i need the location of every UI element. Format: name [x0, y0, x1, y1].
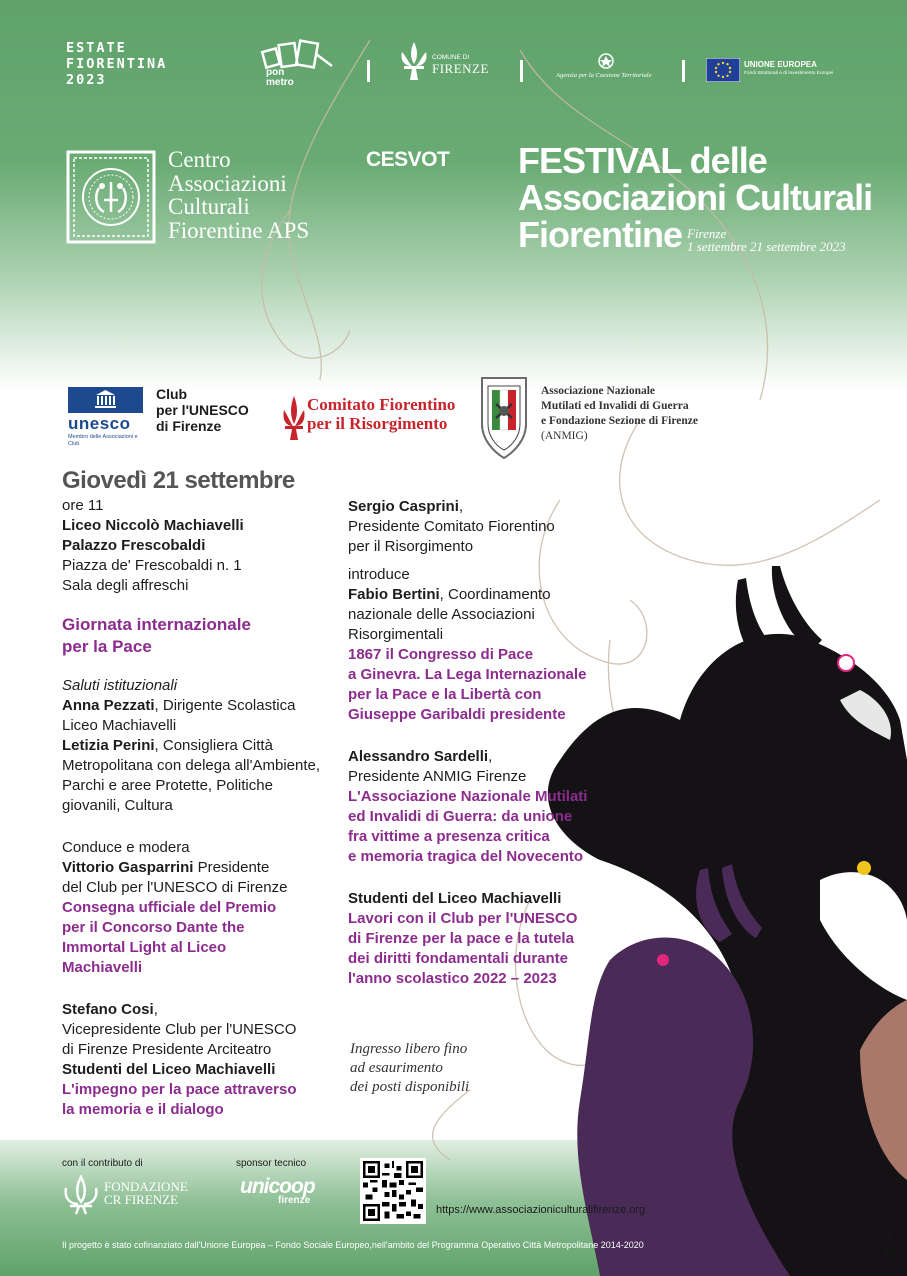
spacer: [62, 596, 332, 614]
program-right-column: [348, 497, 613, 989]
event-address: Piazza de' Frescobaldi n. 1: [62, 557, 242, 574]
event-day: Giovedì 21 settembre: [62, 467, 295, 494]
separator: [520, 60, 523, 82]
spacer: [62, 658, 332, 676]
spacer: [62, 978, 332, 1000]
contributo-label: con il contributo di: [62, 1158, 143, 1169]
anmig-shield-icon: [478, 374, 530, 460]
fondazione-cr-text: FONDAZIONE CR FIRENZE: [104, 1179, 188, 1207]
pon-metro-buildings-icon: [258, 36, 338, 70]
comitato-name: Comitato Fiorentino per il Risorgimento: [307, 395, 456, 433]
funding-credit: Il progetto è stato cofinanziato dall'Unione Europea – Fondo Sociale Europeo,nell'ambito del Programma Operativo Città Metropolitane 2014-2020: [62, 1240, 644, 1250]
spacer: [62, 816, 332, 838]
italian-emblem-icon: [548, 52, 668, 70]
anmig-name: Associazione Nazionale Mutilati ed Invalidi di Guerra e Fondazione Sezione di Firenze (ANMIG): [541, 385, 698, 442]
talk-studenti: L'impegno per la pace attraverso: [62, 1081, 297, 1098]
entry-note: Ingresso libero fino ad esaurimento dei posti disponibili: [350, 1041, 470, 1095]
spacer: [348, 725, 613, 747]
speaker-cosi-role: Vicepresidente Club per l'UNESCO: [62, 1021, 297, 1038]
talk-studenti-2: la memoria e il dialogo: [62, 1101, 224, 1118]
qr-code-icon[interactable]: [360, 1158, 426, 1224]
speaker-casprini-role-2: per il Risorgimento: [348, 538, 474, 555]
talk-bertini-3: per la Pace e la Libertà con: [348, 686, 542, 703]
speaker-pezzati: Anna Pezzati, Dirigente Scolastica: [62, 697, 296, 714]
spacer: [348, 557, 613, 565]
pon-metro-text: pon metro: [266, 67, 294, 88]
festival-dates: Firenze 1 settembre 21 settembre 2023: [687, 226, 846, 254]
talk-bertini-4: Giuseppe Garibaldi presidente: [348, 706, 566, 723]
designer-tag: COUVO grafica.eu: [886, 1218, 892, 1260]
event-venue: Liceo Niccolò Machiavelli: [62, 517, 244, 534]
talk-studenti-right-3: dei diritti fondamentali durante: [348, 950, 569, 967]
speaker-sardelli-role: Presidente ANMIG Firenze: [348, 768, 527, 785]
separator: [682, 60, 685, 82]
talk-bertini-2: a Ginevra. La Lega Internazionale: [348, 666, 587, 683]
speaker-studenti-right: Studenti del Liceo Machiavelli: [348, 890, 562, 907]
speaker-studenti: Studenti del Liceo Machiavelli: [62, 1061, 276, 1078]
speaker-perini: Letizia Perini, Consigliera Città: [62, 737, 273, 754]
talk-sardelli-2: ed Invalidi di Guerra: da unione: [348, 808, 573, 825]
comitato-lily-icon: [282, 394, 306, 440]
sponsor-label: sponsor tecnico: [236, 1158, 307, 1169]
event-title-2: per la Pace: [62, 637, 152, 656]
unicoop-logo: unicoop: [240, 1175, 315, 1198]
talk-studenti-right-4: l'anno scolastico 2022 – 2023: [348, 970, 557, 987]
talk-gasparrini: Consegna ufficiale del Premio: [62, 899, 277, 916]
saluti-label: Saluti istituzionali: [62, 677, 178, 694]
unicoop-sub: firenze: [278, 1195, 311, 1206]
organizer-name: Centro Associazioni Culturali Fiorentine APS: [168, 147, 310, 243]
speaker-cosi: Stefano Cosi,: [62, 1001, 158, 1018]
unione-europea-logo: UNIONE EUROPEA Fondi Strutturali e di Investimento Europei: [706, 58, 856, 82]
pon-metro-logo: [258, 36, 338, 86]
talk-bertini: 1867 il Congresso di Pace: [348, 646, 534, 663]
speaker-perini-role: Metropolitana con delega all'Ambiente,: [62, 757, 321, 774]
speaker-bertini-role-2: Risorgimentali: [348, 626, 444, 643]
florence-lily-icon: [398, 40, 430, 84]
purple-bird-eye: [657, 954, 669, 966]
website-link[interactable]: https://www.associazioniculturalifirenze.org: [436, 1204, 646, 1216]
talk-gasparrini-4: Machiavelli: [62, 959, 143, 976]
separator: [367, 60, 370, 82]
fondazione-cr-lily-icon: [62, 1174, 100, 1216]
event-time: ore 11: [62, 497, 104, 514]
speaker-casprini: Sergio Casprini,: [348, 498, 464, 515]
centro-associazioni-emblem-icon: [66, 150, 156, 244]
talk-gasparrini-3: Immortal Light al Liceo: [62, 939, 227, 956]
event-room: Sala degli affreschi: [62, 577, 189, 594]
eu-flag-icon: [706, 58, 740, 82]
speaker-perini-role-3: giovanili, Cultura: [62, 797, 173, 814]
speaker-gasparrini-role: del Club per l'UNESCO di Firenze: [62, 879, 288, 896]
conduce-label: Conduce e modera: [62, 839, 190, 856]
speaker-cosi-role-2: di Firenze Presidente Arciteatro: [62, 1041, 272, 1058]
cesvot-logo: CESVOT: [366, 148, 450, 171]
speaker-perini-role-2: Parchi e aree Protette, Politiche: [62, 777, 273, 794]
talk-gasparrini-2: per il Concorso Dante the: [62, 919, 245, 936]
festival-title: FESTIVAL delle Associazioni Culturali Fiorentine: [518, 140, 873, 255]
talk-sardelli: L'Associazione Nazionale Mutilati: [348, 788, 588, 805]
speaker-gasparrini: Vittorio Gasparrini Presidente: [62, 859, 270, 876]
black-bird-eye: [838, 655, 854, 671]
event-title: Giornata internazionale: [62, 615, 251, 634]
unesco-wordmark: unesco: [68, 414, 131, 433]
program-left-column: [62, 466, 332, 1120]
yellow-eye: [857, 861, 871, 875]
club-unesco-name: Club per l'UNESCO di Firenze: [156, 386, 249, 434]
speaker-pezzati-role: Liceo Machiavelli: [62, 717, 177, 734]
comune-firenze-logo: COMUNE DI FIRENZE: [398, 40, 498, 84]
talk-sardelli-3: fra vittime a presenza critica: [348, 828, 550, 845]
speaker-sardelli: Alessandro Sardelli,: [348, 748, 493, 765]
introduce-label: introduce: [348, 566, 410, 583]
speaker-bertini: Fabio Bertini, Coordinamento: [348, 586, 551, 603]
spacer: [348, 867, 613, 889]
talk-studenti-right-2: di Firenze per la pace e la tutela: [348, 930, 574, 947]
unesco-member-note: Membro delle Associazioni e Club: [68, 434, 138, 447]
speaker-casprini-role: Presidente Comitato Fiorentino: [348, 518, 555, 535]
talk-sardelli-4: e memoria tragica del Novecento: [348, 848, 584, 865]
talk-studenti-right: Lavori con il Club per l'UNESCO: [348, 910, 578, 927]
event-venue-palazzo: Palazzo Frescobaldi: [62, 537, 206, 554]
speaker-bertini-role: nazionale delle Associazioni: [348, 606, 535, 623]
estate-fiorentina-logo: ESTATE FIORENTINA 2023: [66, 40, 168, 88]
agenzia-coesione-logo: Agenzia per la Coesione Territoriale: [548, 52, 668, 86]
